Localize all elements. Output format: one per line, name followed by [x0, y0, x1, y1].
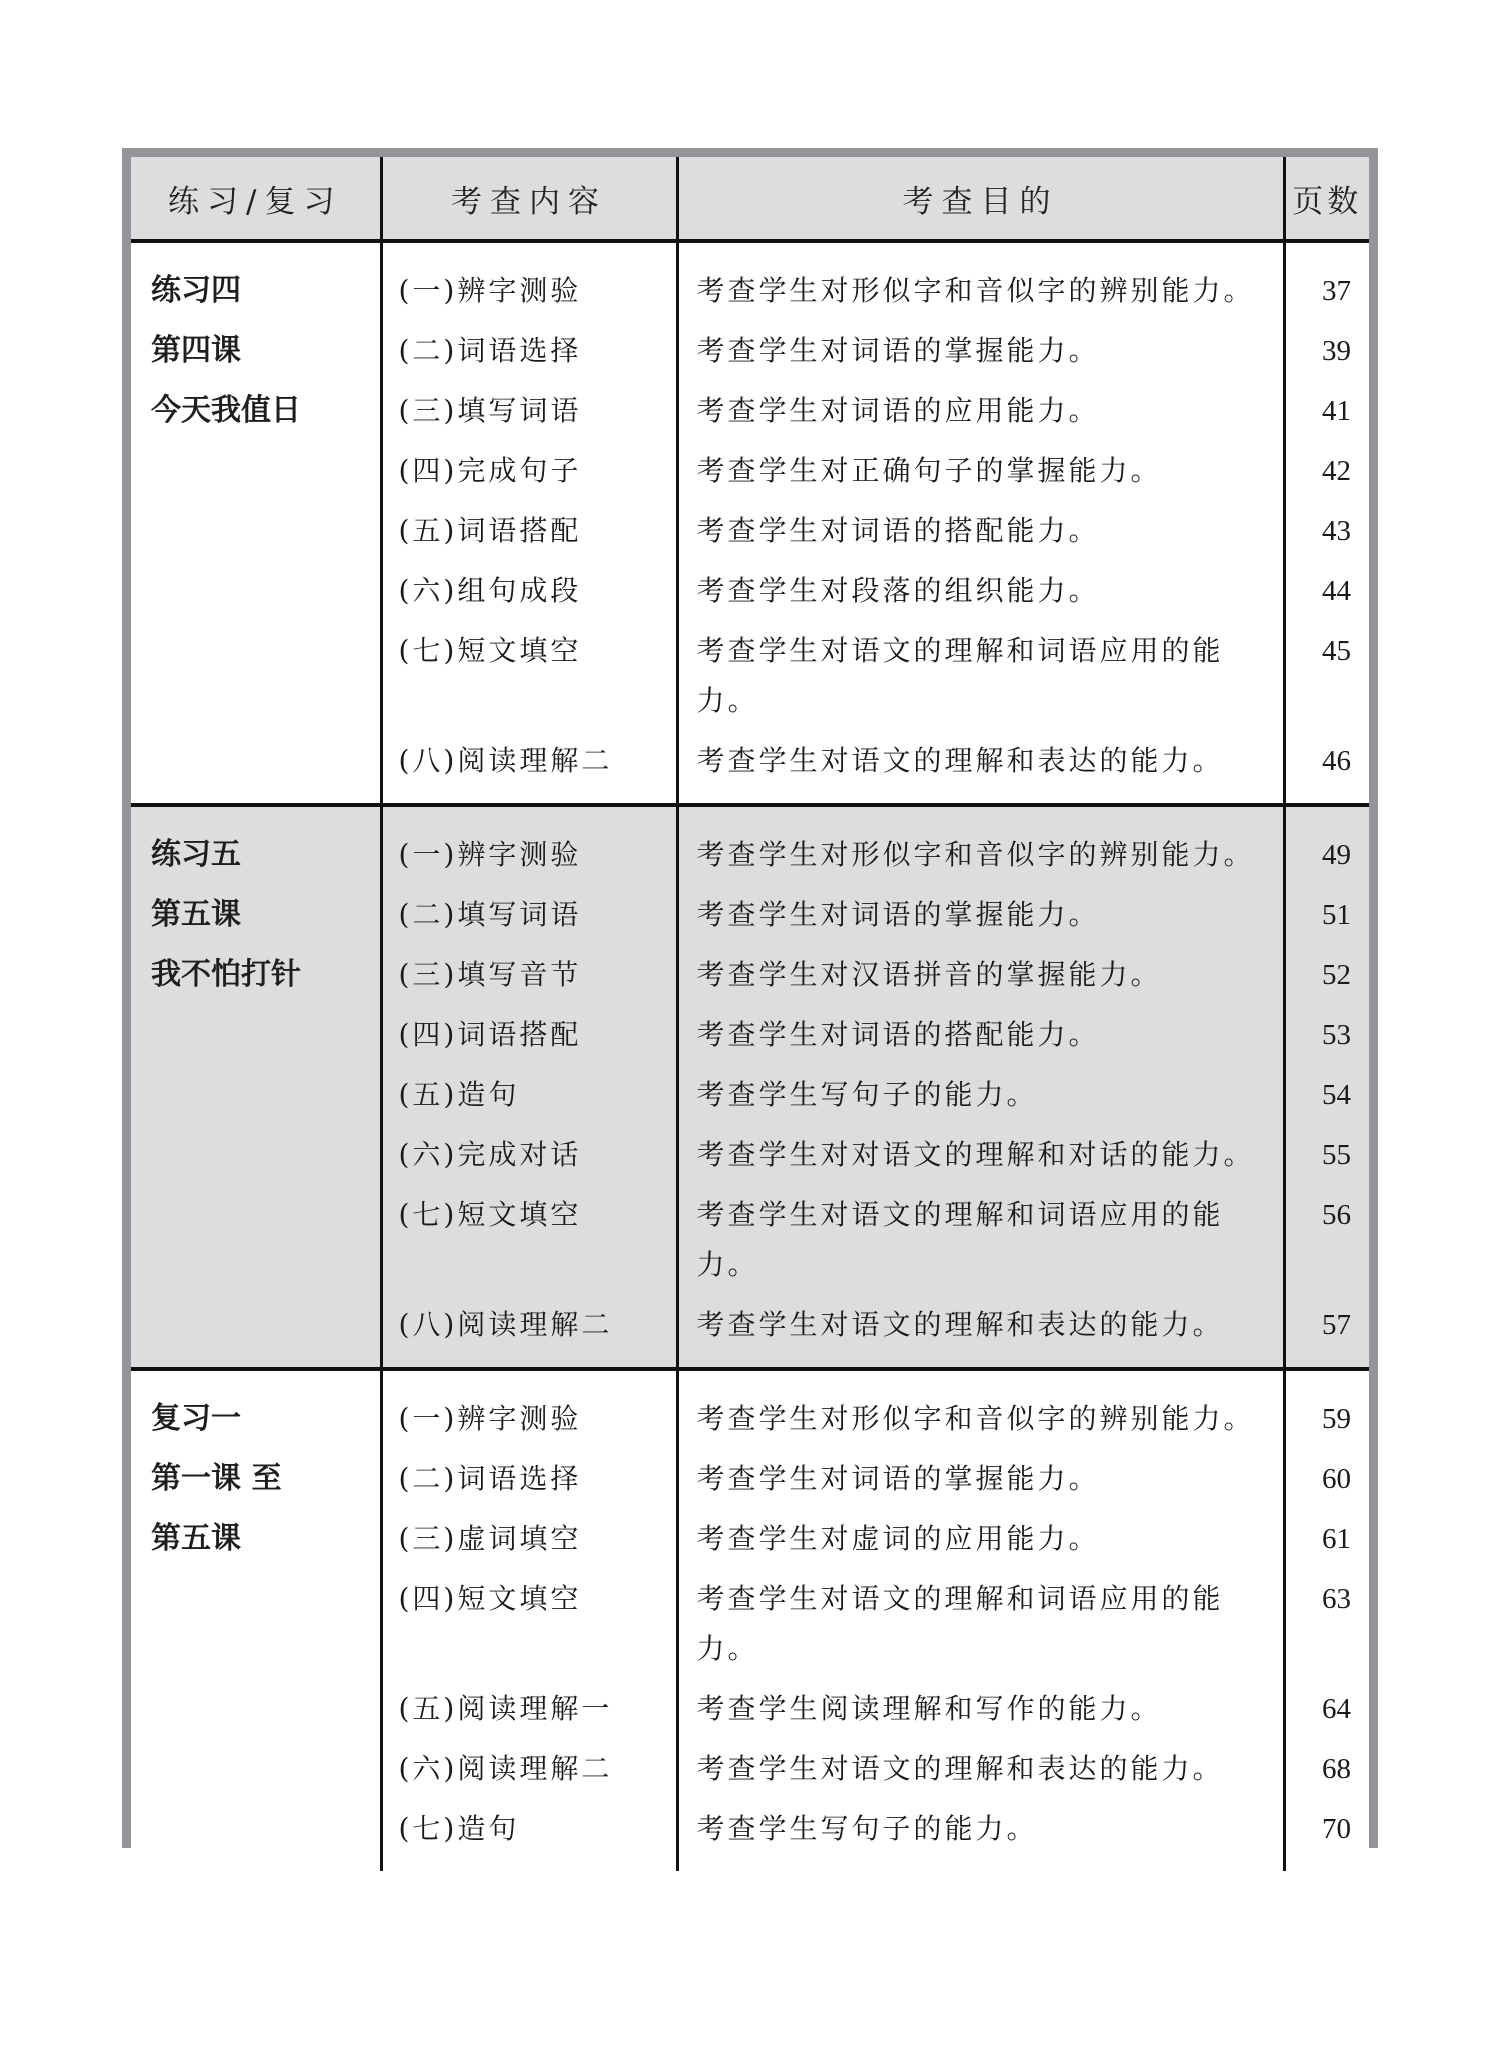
lesson-cell [131, 1369, 381, 1871]
exercise-purpose: 考查学生对词语的搭配能力。 [696, 514, 1100, 547]
exercise-item: (六)组句成段 [398, 574, 582, 607]
purpose-cell [677, 805, 1284, 1369]
exercise-purpose: 考查学生对语文的理解和表达的能力。 [696, 1308, 1224, 1341]
exercise-item: (五)阅读理解一 [398, 1692, 613, 1725]
content-cell [381, 805, 677, 1369]
exercise-purpose: 考查学生对语文的理解和词语应用的能力。 [696, 1198, 1224, 1281]
exercise-purpose: 考查学生对形似字和音似字的辨别能力。 [696, 838, 1255, 871]
exercise-purpose: 考查学生对词语的掌握能力。 [696, 898, 1100, 931]
exercise-purpose: 考查学生对词语的掌握能力。 [696, 334, 1100, 367]
page-number: 55 [1322, 1139, 1351, 1171]
exercise-purpose: 考查学生对词语的应用能力。 [696, 394, 1100, 427]
exercise-item: (五)词语搭配 [398, 514, 582, 547]
exercise-item: (八)阅读理解二 [398, 744, 613, 777]
section-3 [131, 1369, 1369, 1871]
exercise-item: (六)完成对话 [398, 1138, 582, 1171]
page-number: 53 [1322, 1019, 1351, 1051]
table-frame [122, 148, 1378, 1848]
exercise-purpose: 考查学生对语文的理解和词语应用的能力。 [696, 1582, 1224, 1665]
exercise-item: (七)短文填空 [398, 1198, 582, 1231]
table-row [131, 805, 1369, 1369]
exercise-purpose: 考查学生对语文的理解和表达的能力。 [696, 1752, 1224, 1785]
exercise-overview-table [131, 157, 1369, 1871]
lesson-line: 练习五 [151, 837, 241, 872]
page-cell [1284, 1369, 1369, 1871]
page-number: 39 [1322, 335, 1351, 367]
exercise-item: (二)词语选择 [398, 1462, 582, 1495]
exercise-item: (三)虚词填空 [398, 1522, 582, 1555]
exercise-purpose: 考查学生对正确句子的掌握能力。 [696, 454, 1162, 487]
exercise-purpose: 考查学生对形似字和音似字的辨别能力。 [696, 1402, 1255, 1435]
exercise-purpose: 考查学生对形似字和音似字的辨别能力。 [696, 274, 1255, 307]
exercise-item: (四)短文填空 [398, 1582, 582, 1615]
exercise-purpose: 考查学生对虚词的应用能力。 [696, 1522, 1100, 1555]
purpose-cell [677, 1369, 1284, 1871]
exercise-purpose: 考查学生对语文的理解和词语应用的能力。 [696, 634, 1224, 717]
page-number: 60 [1322, 1463, 1351, 1495]
exercise-item: (一)辨字测验 [398, 838, 582, 871]
exercise-purpose: 考查学生对语文的理解和表达的能力。 [696, 744, 1224, 777]
exercise-item: (四)完成句子 [398, 454, 582, 487]
header-pages: 页数 [1284, 157, 1369, 241]
lesson-line: 练习四 [151, 273, 241, 308]
exercise-item: (三)填写词语 [398, 394, 582, 427]
page-number: 57 [1322, 1309, 1351, 1341]
exercise-item: (一)辨字测验 [398, 1402, 582, 1435]
exercise-item: (六)阅读理解二 [398, 1752, 613, 1785]
page-number: 49 [1322, 839, 1351, 871]
lesson-line: 第五课 [151, 897, 241, 932]
page-number: 45 [1322, 635, 1351, 667]
exercise-purpose: 考查学生对段落的组织能力。 [696, 574, 1100, 607]
page-number: 54 [1322, 1079, 1351, 1111]
page-number: 56 [1322, 1199, 1351, 1231]
page-number: 42 [1322, 455, 1351, 487]
lesson-line: 我不怕打针 [151, 957, 301, 992]
lesson-line: 复习一 [151, 1401, 241, 1436]
page-number: 68 [1322, 1753, 1351, 1785]
page-number: 46 [1322, 745, 1351, 777]
lesson-line: 今天我值日 [151, 393, 301, 428]
exercise-purpose: 考查学生对汉语拼音的掌握能力。 [696, 958, 1162, 991]
header-purpose: 考查目的 [677, 157, 1284, 241]
lesson-cell [131, 241, 381, 805]
page-number: 37 [1322, 275, 1351, 307]
exercise-item: (五)造句 [398, 1078, 520, 1111]
exercise-item: (三)填写音节 [398, 958, 582, 991]
page-number: 59 [1322, 1403, 1351, 1435]
lesson-line: 第一课 至 [151, 1461, 282, 1496]
page-cell [1284, 241, 1369, 805]
exercise-item: (四)词语搭配 [398, 1018, 582, 1051]
exercise-purpose: 考查学生对对语文的理解和对话的能力。 [696, 1138, 1255, 1171]
page-cell [1284, 805, 1369, 1369]
page-number: 52 [1322, 959, 1351, 991]
page-number: 64 [1322, 1693, 1351, 1725]
page-number: 70 [1322, 1813, 1351, 1845]
exercise-purpose: 考查学生对词语的掌握能力。 [696, 1462, 1100, 1495]
section-2 [131, 805, 1369, 1369]
lesson-line: 第四课 [151, 333, 241, 368]
header-exercise: 练习/复习 [131, 157, 381, 241]
header-content: 考查内容 [381, 157, 677, 241]
page-number: 61 [1322, 1523, 1351, 1555]
exercise-item: (八)阅读理解二 [398, 1308, 613, 1341]
page-number: 51 [1322, 899, 1351, 931]
exercise-item: (一)辨字测验 [398, 274, 582, 307]
page-number: 63 [1322, 1583, 1351, 1615]
table-row [131, 241, 1369, 805]
page-number: 43 [1322, 515, 1351, 547]
exercise-item: (二)填写词语 [398, 898, 582, 931]
exercise-item: (二)词语选择 [398, 334, 582, 367]
content-cell [381, 1369, 677, 1871]
header-row [131, 157, 1369, 241]
exercise-purpose: 考查学生阅读理解和写作的能力。 [696, 1692, 1162, 1725]
section-1 [131, 241, 1369, 805]
lesson-cell [131, 805, 381, 1369]
page-number: 44 [1322, 575, 1351, 607]
table-row [131, 1369, 1369, 1871]
exercise-purpose: 考查学生对词语的搭配能力。 [696, 1018, 1100, 1051]
exercise-purpose: 考查学生写句子的能力。 [696, 1078, 1038, 1111]
content-cell [381, 241, 677, 805]
exercise-purpose: 考查学生写句子的能力。 [696, 1812, 1038, 1845]
page-number: 41 [1322, 395, 1351, 427]
exercise-item: (七)造句 [398, 1812, 520, 1845]
purpose-cell [677, 241, 1284, 805]
lesson-line: 第五课 [151, 1521, 241, 1556]
exercise-item: (七)短文填空 [398, 634, 582, 667]
